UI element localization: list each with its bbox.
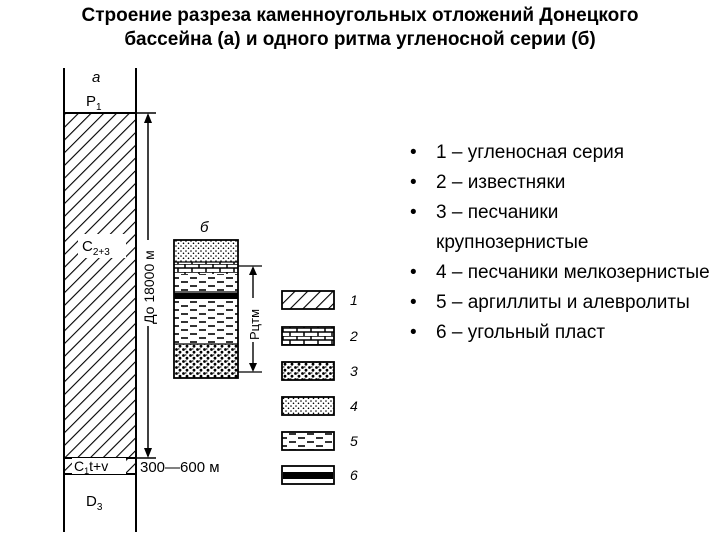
legend-number-4: 4 [350,398,358,414]
layer-p1-label: $P_1$ [86,93,102,113]
legend-item-2: • 2 – известняки [410,168,710,198]
layer-c1-label: $C_1t+v$ [74,458,109,476]
legend-item-5: • 5 – аргиллиты и алевролиты [410,288,710,318]
rhythm-limestone [174,262,238,274]
layer-d3-label: $D_3$ [86,493,103,513]
legend-item-4: • 4 – песчаники мелкозернистые [410,258,710,288]
swatch-coarse-sandstone [282,362,334,380]
legend-number-6: 6 [350,467,358,483]
rhythm-coal-seam [174,293,238,299]
legend-number-5: 5 [350,433,358,449]
swatch-fine-sandstone [282,397,334,415]
legend-number-3: 3 [350,363,358,379]
section-a-label: а [92,69,101,86]
legend-item-6: • 6 – угольный пласт [410,318,710,348]
legend-item-3: • 3 – песчаники крупнозернистые [410,198,710,258]
swatch-limestone [282,327,334,345]
thickness-arrow-head-top [144,113,152,123]
rhythm-arrow-head-top [249,266,257,275]
rhythm-arrow-head-bottom [249,363,257,372]
legend-bullet-list [410,138,710,348]
swatch-coal-series [282,291,334,309]
rhythm-mudstone-lower [174,300,238,344]
thickness-arrow-head-bottom [144,448,152,458]
swatch-coal-seam-band [283,472,333,479]
title-line-2: бассейна (а) и одного ритма угленосной серии (б) [124,29,596,50]
rhythm-thickness-label: Рцтм [247,308,262,340]
legend-number-1: 1 [350,292,358,308]
rhythm-coarse-sand [174,344,238,378]
title-line-1: Строение разреза каменноугольных отложений Донецкого [81,5,639,26]
thickness-c1-label: 300—600 м [140,459,220,476]
rhythm-fine-sand-top [174,240,238,262]
legend-item-1: • 1 – угленосная серия [410,138,710,168]
legend-number-2: 2 [350,328,358,344]
layer-c23-label: $C_{2+3}$ [82,238,110,258]
section-b-label: б [200,219,209,236]
section-b [174,219,262,378]
swatch-mudstone [282,432,334,450]
legend-swatches [282,291,358,484]
carboniferous-hatched-column [64,113,136,458]
rhythm-mudstone-upper [174,274,238,292]
thickness-total-label: До 18000 м [141,250,157,324]
